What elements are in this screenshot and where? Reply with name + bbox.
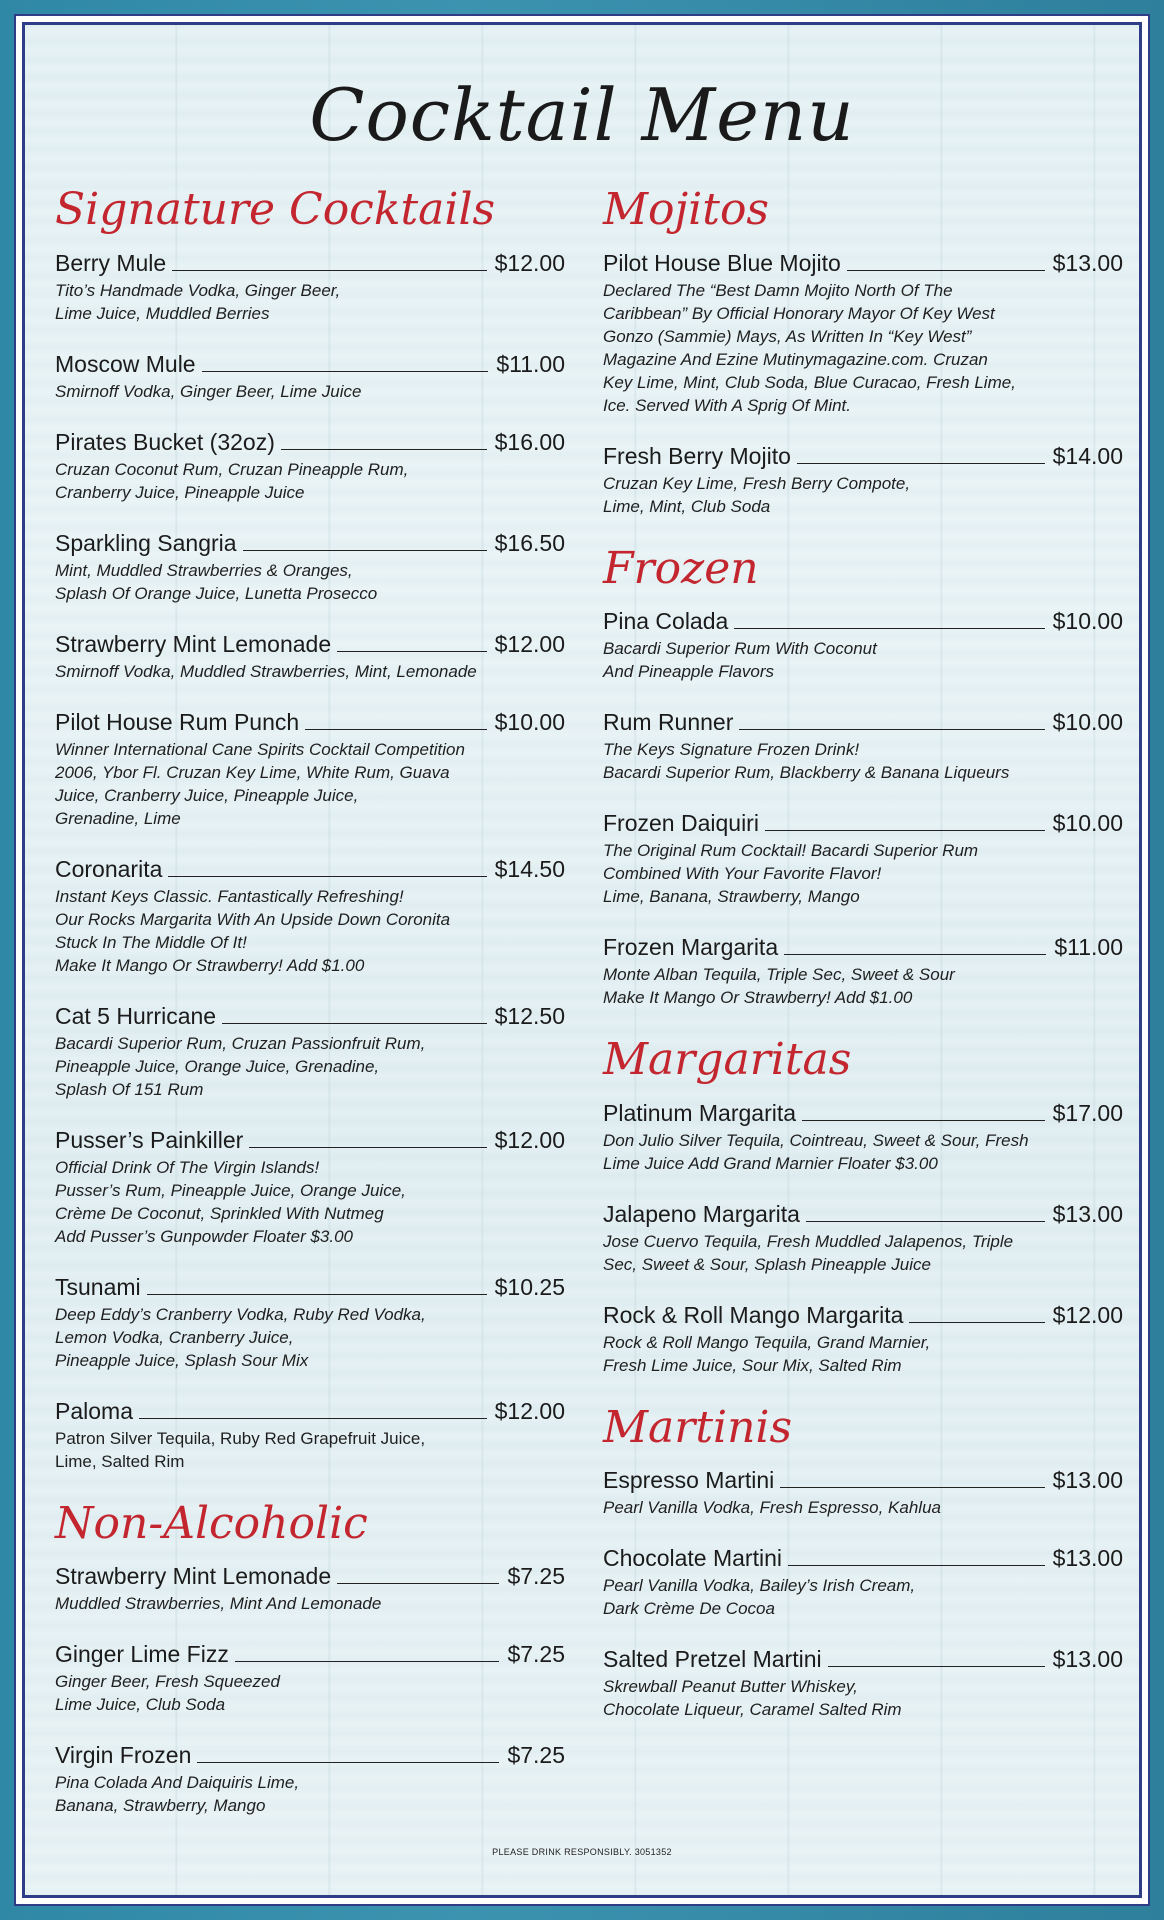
description-line: Sec, Sweet & Sour, Splash Pineapple Juice (603, 1254, 931, 1274)
item-name: Strawberry Mint Lemonade (55, 630, 332, 657)
price-leader-line (797, 463, 1045, 464)
menu-item (603, 1302, 1123, 1377)
menu-item-header (55, 1003, 565, 1030)
item-description (603, 279, 1123, 417)
menu-item-header (603, 1545, 1123, 1572)
description-line: Rock & Roll Mango Tequila, Grand Marnier, (603, 1332, 931, 1352)
description-line: Pina Colada And Daiquiris Lime, (55, 1773, 300, 1793)
description-line: Combined With Your Favorite Flavor! (603, 864, 882, 884)
description-line: Deep Eddy’s Cranberry Vodka, Ruby Red Vodka, (55, 1304, 426, 1324)
description-line: Bacardi Superior Rum, Cruzan Passionfruit Rum, (55, 1033, 426, 1053)
item-description (603, 1230, 1123, 1276)
section-heading: Non-Alcoholic (55, 1497, 368, 1549)
menu-item-header (603, 1646, 1123, 1673)
price-leader-line (243, 550, 487, 551)
menu-item-header (603, 1302, 1123, 1329)
item-name: Strawberry Mint Lemonade (55, 1563, 332, 1590)
item-name: Virgin Frozen (55, 1742, 192, 1769)
right-column (603, 185, 1123, 1747)
item-description (55, 1032, 565, 1101)
price-leader-line (222, 1023, 487, 1024)
item-description (55, 1427, 565, 1473)
description-line: Bacardi Superior Rum With Coconut (603, 639, 877, 659)
menu-item-header (603, 1201, 1123, 1228)
description-line: Bacardi Superior Rum, Blackberry & Banana Liqueurs (603, 763, 1010, 783)
section-heading: Frozen (603, 542, 759, 594)
menu-item (603, 250, 1123, 417)
item-name: Pusser’s Painkiller (55, 1126, 244, 1153)
menu-item-header (55, 856, 565, 883)
item-description (603, 1496, 1123, 1519)
item-name: Rum Runner (603, 709, 734, 736)
item-price: $14.00 (1052, 442, 1123, 469)
price-leader-line (739, 729, 1044, 730)
menu-item (603, 934, 1123, 1009)
menu-item-header (55, 709, 565, 736)
item-description (55, 458, 565, 504)
description-line: Cruzan Key Lime, Fresh Berry Compote, (603, 473, 911, 493)
menu-item-header (603, 934, 1123, 961)
description-line: Magazine And Ezine Mutinymagazine.com. Cruzan (603, 349, 988, 369)
description-line: Smirnoff Vodka, Muddled Strawberries, Mint, Lemonade (55, 661, 477, 681)
description-line: Make It Mango Or Strawberry! Add $1.00 (55, 955, 365, 975)
price-leader-line (780, 1487, 1044, 1488)
section-mojitos (603, 185, 1123, 518)
price-leader-line (788, 1565, 1045, 1566)
description-line: Crème De Coconut, Sprinkled With Nutmeg (55, 1203, 384, 1223)
menu-item-header (55, 1742, 565, 1769)
description-line: Pineapple Juice, Orange Juice, Grenadine, (55, 1056, 380, 1076)
price-leader-line (909, 1322, 1044, 1323)
menu-item-header (55, 351, 565, 378)
item-name: Fresh Berry Mojito (603, 442, 791, 469)
menu-panel (22, 22, 1142, 1898)
description-line: Lime Juice, Muddled Berries (55, 303, 270, 323)
item-price: $12.00 (1052, 1301, 1123, 1328)
description-line: Pearl Vanilla Vodka, Bailey’s Irish Cream, (603, 1576, 916, 1596)
price-leader-line (168, 876, 486, 877)
item-description (55, 1156, 565, 1248)
item-name: Pirates Bucket (32oz) (55, 428, 275, 455)
price-leader-line (847, 270, 1045, 271)
item-price: $10.00 (1052, 810, 1123, 837)
item-description (55, 660, 565, 683)
description-line: Ginger Beer, Fresh Squeezed (55, 1672, 280, 1692)
item-price: $12.00 (494, 1397, 565, 1424)
item-name: Pilot House Blue Mojito (603, 249, 841, 276)
item-price: $10.00 (1052, 709, 1123, 736)
item-price: $16.00 (494, 428, 565, 455)
description-line: Lemon Vodka, Cranberry Juice, (55, 1327, 294, 1347)
item-description (55, 738, 565, 830)
description-line: Pineapple Juice, Splash Sour Mix (55, 1350, 309, 1370)
description-line: Splash Of 151 Rum (55, 1079, 204, 1099)
section-non-alcoholic (55, 1499, 565, 1818)
section-martinis (603, 1403, 1123, 1722)
item-description (603, 963, 1123, 1009)
menu-item-header (55, 1398, 565, 1425)
menu-item-header (603, 1467, 1123, 1494)
item-name: Jalapeno Margarita (603, 1200, 800, 1227)
description-line: Lime, Mint, Club Soda (603, 496, 771, 516)
description-line: Stuck In The Middle Of It! (55, 932, 247, 952)
item-name: Coronarita (55, 855, 163, 882)
section-heading: Mojitos (603, 184, 770, 235)
menu-item (55, 1641, 565, 1716)
description-line: Grenadine, Lime (55, 808, 181, 828)
item-price: $17.00 (1052, 1099, 1123, 1126)
menu-item (603, 1545, 1123, 1620)
price-leader-line (734, 628, 1044, 629)
item-price: $12.00 (494, 249, 565, 276)
price-leader-line (828, 1666, 1045, 1667)
item-price: $13.00 (1052, 1467, 1123, 1494)
description-line: Monte Alban Tequila, Triple Sec, Sweet & Sour (603, 965, 955, 985)
description-line: Banana, Strawberry, Mango (55, 1796, 266, 1816)
description-line: Pearl Vanilla Vodka, Fresh Espresso, Kahlua (603, 1498, 941, 1518)
item-name: Sparkling Sangria (55, 529, 237, 556)
price-leader-line (139, 1418, 487, 1419)
menu-item (603, 1467, 1123, 1519)
menu-title: Cocktail Menu (309, 73, 855, 157)
item-description (55, 1771, 565, 1817)
menu-item-header (55, 1563, 565, 1590)
item-price: $14.50 (494, 855, 565, 882)
description-line: The Original Rum Cocktail! Bacardi Superior Rum (603, 841, 979, 861)
description-line: Declared The “Best Damn Mojito North Of The (603, 280, 953, 300)
description-line: Caribbean” By Official Honorary Mayor Of Key West (603, 303, 995, 323)
item-description (55, 1592, 565, 1615)
menu-item (55, 351, 565, 403)
item-name: Cat 5 Hurricane (55, 1002, 217, 1029)
item-description (55, 1670, 565, 1716)
section-heading: Martinis (603, 1401, 793, 1453)
item-name: Chocolate Martini (603, 1545, 782, 1572)
menu-item (55, 1563, 565, 1615)
section-heading: Signature Cocktails (55, 184, 496, 235)
item-price: $11.00 (1054, 934, 1123, 961)
section-heading: Margaritas (603, 1034, 852, 1086)
item-price: $12.00 (494, 630, 565, 657)
menu-item (603, 608, 1123, 683)
item-name: Moscow Mule (55, 350, 196, 377)
description-line: Muddled Strawberries, Mint And Lemonade (55, 1594, 382, 1614)
menu-item (603, 709, 1123, 784)
menu-item (55, 530, 565, 605)
menu-item-header (603, 443, 1123, 470)
menu-frame (14, 14, 1150, 1906)
menu-item-header (55, 250, 565, 277)
item-price: $7.25 (507, 1641, 565, 1668)
description-line: Lime Juice, Club Soda (55, 1695, 226, 1715)
description-line: Lime, Salted Rim (55, 1451, 185, 1471)
item-price: $13.00 (1052, 1545, 1123, 1572)
item-price: $10.25 (494, 1273, 565, 1300)
item-price: $10.00 (494, 708, 565, 735)
menu-item (55, 1742, 565, 1817)
description-line: And Pineapple Flavors (603, 662, 775, 682)
item-name: Rock & Roll Mango Margarita (603, 1301, 904, 1328)
description-line: The Keys Signature Frozen Drink! (603, 740, 860, 760)
item-name: Berry Mule (55, 249, 167, 276)
description-line: Don Julio Silver Tequila, Cointreau, Sweet & Sour, Fresh (603, 1130, 1029, 1150)
description-line: Dark Crème De Cocoa (603, 1599, 775, 1619)
description-line: Winner International Cane Spirits Cocktail Competition (55, 739, 465, 759)
item-description (55, 279, 565, 325)
description-line: Our Rocks Margarita With An Upside Down Coronita (55, 909, 451, 929)
menu-item (55, 631, 565, 683)
item-price: $12.50 (494, 1002, 565, 1029)
menu-item (55, 1398, 565, 1473)
item-price: $11.00 (496, 350, 565, 377)
menu-item-header (55, 1274, 565, 1301)
section-signature-cocktails (55, 185, 565, 1473)
price-leader-line (249, 1147, 486, 1148)
menu-item (55, 1127, 565, 1248)
section-frozen (603, 544, 1123, 1010)
menu-item (603, 443, 1123, 518)
menu-item-header (603, 709, 1123, 736)
item-name: Espresso Martini (603, 1467, 775, 1494)
description-line: Cranberry Juice, Pineapple Juice (55, 482, 305, 502)
item-name: Frozen Margarita (603, 934, 779, 961)
item-name: Pina Colada (603, 608, 729, 635)
section-margaritas (603, 1035, 1123, 1377)
description-line: Chocolate Liqueur, Caramel Salted Rim (603, 1700, 902, 1720)
item-description (603, 1574, 1123, 1620)
menu-item (603, 1201, 1123, 1276)
menu-item-header (55, 429, 565, 456)
price-leader-line (305, 729, 486, 730)
description-line: Juice, Cranberry Juice, Pineapple Juice, (55, 785, 359, 805)
description-line: Fresh Lime Juice, Sour Mix, Salted Rim (603, 1355, 902, 1375)
price-leader-line (172, 270, 486, 271)
menu-item (55, 856, 565, 977)
item-name: Frozen Daiquiri (603, 810, 759, 837)
price-leader-line (281, 449, 487, 450)
menu-item-header (603, 608, 1123, 635)
item-price: $10.00 (1052, 608, 1123, 635)
item-name: Paloma (55, 1397, 133, 1424)
menu-item (55, 250, 565, 325)
item-name: Pilot House Rum Punch (55, 708, 300, 735)
description-line: Jose Cuervo Tequila, Fresh Muddled Jalapenos, Triple (603, 1231, 1014, 1251)
menu-item-header (55, 1127, 565, 1154)
description-line: Cruzan Coconut Rum, Cruzan Pineapple Rum, (55, 459, 409, 479)
item-price: $12.00 (494, 1126, 565, 1153)
item-name: Platinum Margarita (603, 1099, 797, 1126)
description-line: Lime Juice Add Grand Marnier Floater $3.00 (603, 1153, 938, 1173)
item-price: $16.50 (494, 529, 565, 556)
price-leader-line (802, 1120, 1045, 1121)
description-line: Smirnoff Vodka, Ginger Beer, Lime Juice (55, 381, 362, 401)
item-price: $13.00 (1052, 1200, 1123, 1227)
menu-item-header (603, 250, 1123, 277)
description-line: Patron Silver Tequila, Ruby Red Grapefruit Juice, (55, 1428, 426, 1448)
item-price: $13.00 (1052, 1646, 1123, 1673)
description-line: Add Pusser’s Gunpowder Floater $3.00 (55, 1226, 353, 1246)
item-description (603, 1331, 1123, 1377)
item-description (603, 738, 1123, 784)
description-line: Tito’s Handmade Vodka, Ginger Beer, (55, 280, 341, 300)
description-line: Lime, Banana, Strawberry, Mango (603, 887, 860, 907)
item-description (55, 1303, 565, 1372)
price-leader-line (147, 1294, 487, 1295)
menu-item (603, 1646, 1123, 1721)
price-leader-line (235, 1661, 500, 1662)
menu-item-header (55, 631, 565, 658)
item-description (55, 559, 565, 605)
description-line: Make It Mango Or Strawberry! Add $1.00 (603, 988, 913, 1008)
menu-item (603, 1100, 1123, 1175)
price-leader-line (337, 651, 487, 652)
left-column (55, 185, 565, 1843)
item-description (603, 472, 1123, 518)
menu-item (55, 1274, 565, 1372)
menu-item (603, 810, 1123, 908)
item-description (603, 637, 1123, 683)
price-leader-line (784, 954, 1046, 955)
description-line: Pusser’s Rum, Pineapple Juice, Orange Juice, (55, 1180, 406, 1200)
menu-item (55, 1003, 565, 1101)
price-leader-line (197, 1762, 499, 1763)
item-description (603, 1675, 1123, 1721)
item-description (55, 380, 565, 403)
description-line: Official Drink Of The Virgin Islands! (55, 1157, 320, 1177)
menu-item (55, 709, 565, 830)
item-description (603, 1129, 1123, 1175)
price-leader-line (202, 371, 489, 372)
price-leader-line (337, 1583, 499, 1584)
price-leader-line (765, 830, 1045, 831)
menu-item-header (55, 1641, 565, 1668)
item-price: $13.00 (1052, 249, 1123, 276)
description-line: Skrewball Peanut Butter Whiskey, (603, 1677, 858, 1697)
menu-item (55, 429, 565, 504)
menu-item-header (603, 1100, 1123, 1127)
item-name: Salted Pretzel Martini (603, 1646, 822, 1673)
item-description (603, 839, 1123, 908)
description-line: Splash Of Orange Juice, Lunetta Prosecco (55, 583, 378, 603)
description-line: Mint, Muddled Strawberries & Oranges, (55, 560, 353, 580)
footer-note: PLEASE DRINK RESPONSIBLY. 3051352 (492, 1847, 672, 1857)
description-line: Ice. Served With A Sprig Of Mint. (603, 395, 852, 415)
item-price: $7.25 (507, 1742, 565, 1769)
price-leader-line (806, 1221, 1045, 1222)
item-price: $7.25 (507, 1563, 565, 1590)
item-description (55, 885, 565, 977)
menu-item-header (55, 530, 565, 557)
item-name: Ginger Lime Fizz (55, 1641, 229, 1668)
menu-item-header (603, 810, 1123, 837)
description-line: Gonzo (Sammie) Mays, As Written In “Key West” (603, 326, 972, 346)
description-line: 2006, Ybor Fl. Cruzan Key Lime, White Rum, Guava (55, 762, 450, 782)
item-name: Tsunami (55, 1273, 141, 1300)
description-line: Instant Keys Classic. Fantastically Refreshing! (55, 886, 404, 906)
description-line: Key Lime, Mint, Club Soda, Blue Curacao, Fresh Lime, (603, 372, 1016, 392)
